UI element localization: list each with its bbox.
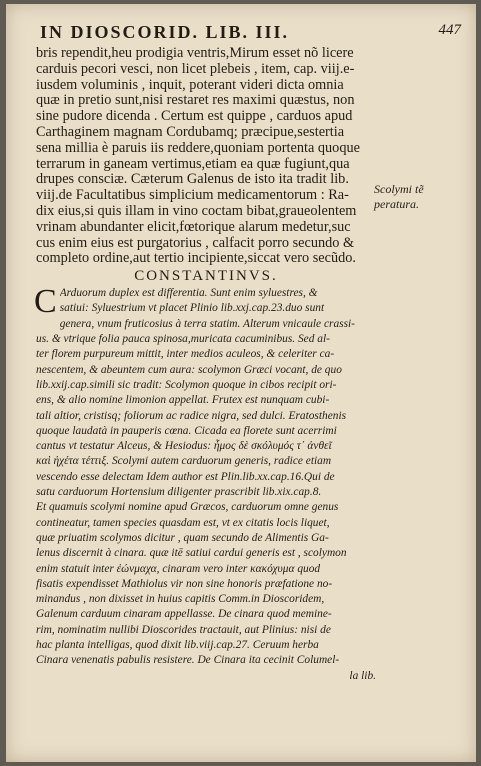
page-number: 447	[438, 22, 461, 38]
commentary-line: genera, vnum fruticosius à terra statim. Alterum vnicaule crassi-	[59, 317, 355, 330]
book-page	[6, 4, 476, 762]
main-text-block	[36, 46, 376, 267]
commentary-line: satu carduorum Hortensium diligenter prascribit lib.xix.cap.8.	[36, 486, 322, 499]
text-line: completo ordine,aut tertio incipiente,siccat vero secũdo.	[36, 251, 356, 267]
commentary-line: Galenum carduum cinaram appellasse. De cinara quod memine-	[36, 608, 332, 621]
commentary-line: contineatur, tamen species quasdam est, vt ex citatis locis liquet,	[36, 516, 330, 529]
marginal-note-line: Scolymi tẽ	[374, 182, 424, 196]
section-heading: CONSTANTINVS.	[134, 268, 278, 285]
commentary-line: nescentem, & abeuntem cum aura: scolymon Græci vocant, de quo	[36, 363, 342, 376]
commentary-line: lenus discernit à cinara. quæ itē satiui cardui generis est , scolymon	[36, 547, 347, 560]
commentary-line: ter florem purpureum mittit, inter medios aculeos, & celeriter ca-	[36, 348, 335, 361]
commentary-line: Cinara venenatis pabulis resistere. De Cinara ita cecinit Columel-	[36, 654, 340, 667]
commentary-line: Et quamuis scolymi nomine apud Græcos, carduorum omne genus	[36, 501, 339, 514]
commentary-line: quoque laudatà in pauperis cœna. Cicada ea florete sunt acerrimi	[36, 424, 337, 437]
commentary-line: hac planta intelligas, quod dixit lib.viij.cap.27. Ceruum herba	[36, 638, 319, 651]
text-line: bris rependit,heu prodigia ventris,Mirum esset nõ licere	[36, 46, 354, 61]
text-line: Carthaginem magnam Cordubamq; præcipue,sestertia	[36, 124, 345, 140]
running-title: IN DIOSCORID. LIB. III.	[40, 22, 290, 42]
commentary-line: cantus vt testatur Alceus, & Hesiodus: ἦμος δὲ σκόλυμός τ᾽ ἀνθεῖ	[36, 440, 332, 453]
commentary-line: rim, nominatim nullibi Dioscorides tractauit, aut Plinius: nisi de	[36, 623, 331, 636]
commentary-line: vescendo esse delectam Idem author est Plin.lib.xx.cap.16.Qui de	[36, 470, 335, 483]
commentary-block	[34, 283, 376, 684]
commentary-line: minandus , non dixisset in huius capitis Comm.in Dioscoridem,	[36, 593, 325, 606]
text-line: viij.de Facultatibus simplicium medicamentorum : Ra-	[36, 188, 349, 204]
commentary-line: καὶ ἠχέτα τέττιξ. Scolymi autem carduorum generis, radice etiam	[36, 455, 332, 468]
drop-cap: C	[34, 283, 57, 321]
commentary-line: fisatis expendisset Mathiolus vir non sine honoris præfatione no-	[36, 577, 333, 590]
commentary-line: tali altior, cristisq; foliorum ac radice nigra, sed dulci. Eratosthenis	[36, 409, 347, 422]
commentary-line: Arduorum duplex est differentia. Sunt enim syluestres, &	[59, 287, 318, 300]
commentary-line: ens, & alio nomine limonion appellat. Frutex est nunquam cubi-	[36, 394, 330, 407]
text-line: sena millia è paruis iis reddere,quoniam portenta quoque	[36, 140, 360, 156]
commentary-last-line: la lib.	[349, 669, 376, 682]
marginal-note-line: peratura.	[374, 197, 419, 211]
commentary-line: satiui: Syluestrium vt placet Plinio lib.xxj.cap.23.duo sunt	[59, 302, 325, 315]
text-line: dix eius,si quis illam in vino coctam bibat,graueolentem	[36, 203, 357, 219]
text-line: iusdem voluminis , inquit, poterant videri dicta omnia	[36, 77, 344, 93]
commentary-line: enim statuit inter ἐώνμαχα, cinaram vero inter κακόχυμα quod	[36, 562, 321, 575]
text-line: carduis pecori vesci, non licet plebeis , item, cap. viij.e-	[36, 61, 355, 77]
text-line: quæ in pretio sunt,nisi restaret res maximi quæstus, non	[36, 93, 355, 109]
commentary-line: lib.xxij.cap.simili sic tradit: Scolymon quoque in cibos recipit ori-	[36, 378, 337, 391]
text-line: vrinam abundanter elicit,fœtorique alarum medetur,suc	[36, 219, 351, 235]
text-line: drupes consciæ. Cæterum Galenus de isto ita tradit lib.	[36, 172, 349, 188]
page-header	[16, 22, 461, 44]
commentary-line: us. & vtrique folia pauca spinosa,muricata cacuminibus. Sed al-	[36, 333, 330, 346]
commentary-line: quæ priuatim scolymos dicitur , quam secundo de Alimentis Ga-	[36, 531, 329, 544]
text-line: terrarum in ganeam vertimus,etiam ea quæ fugiunt,qua	[36, 156, 350, 172]
marginal-note	[374, 182, 464, 212]
text-column	[36, 46, 376, 684]
text-line: cus enim eius est purgatorius , calfacit porro secundo &	[36, 235, 355, 251]
text-line: sine pudore dicenda . Certum est quippe , carduos apud	[36, 109, 353, 125]
